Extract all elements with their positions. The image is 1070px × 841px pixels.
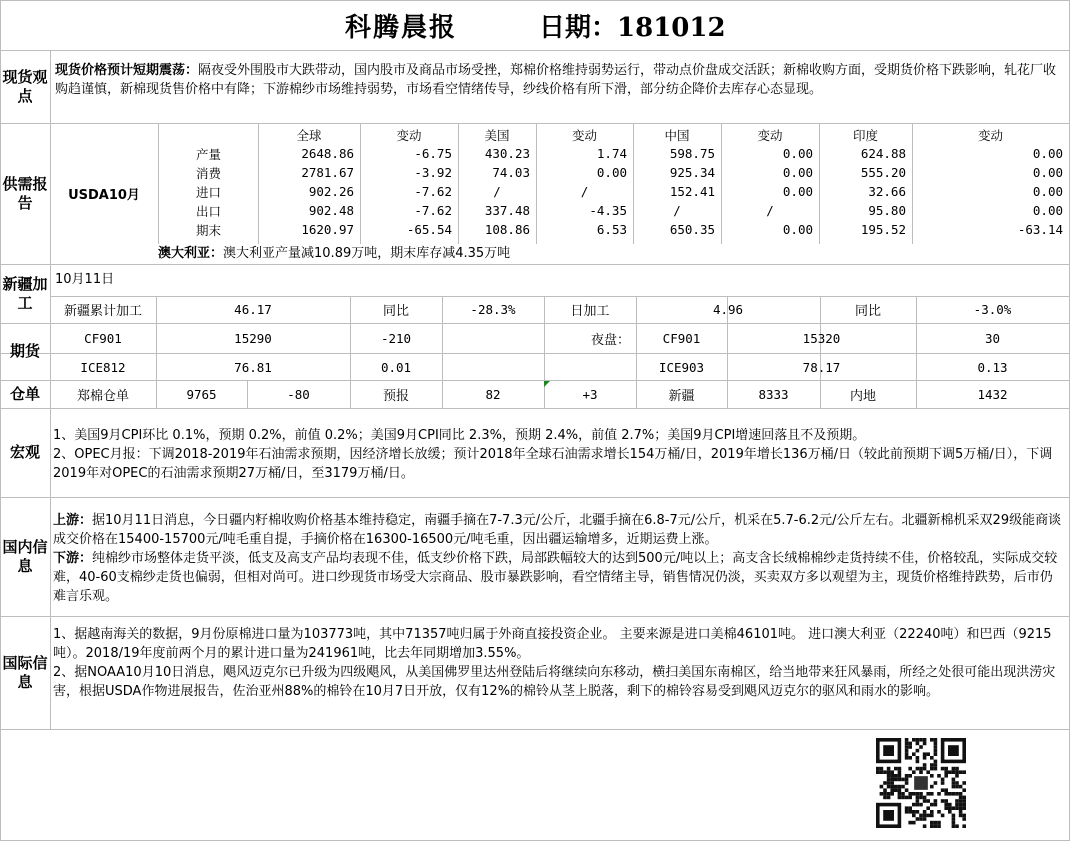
xinjiang-yoy-value: -28.3%: [470, 301, 516, 317]
upstream-body: 据10月11日消息，今日疆内籽棉收购价格基本维持稳定，南疆手摘在7-7.3元/公斤，北疆手摘在6.8-7元/公斤，机采在5.7-6.2元/公斤左右。北疆新棉机采双29级能商谈成交价格在15400-15700元/吨毛重自提，手摘价格在16300-16500元/吨毛重，因出疆运输增多，近期运费上涨。: [53, 513, 1062, 547]
usda-row: [158, 220, 1069, 239]
intl-item-1: 1、据越南海关的数据，9月份原棉进口量为103773吨，其中71357吨归属于外商直接投资企业。 主要来源是进口美棉46101吨。 进口澳大利亚（22240吨）和巴西（9215吨）。2018/19年度前两个月的累计进口量为241961吨，比去年同期增加3.55%。: [53, 627, 1052, 661]
futures-change-2: 0.01: [380, 359, 412, 375]
section-label-spot: 现货观点: [2, 67, 48, 105]
section-label-warehouse: 仓单: [9, 384, 40, 403]
usda-cell: 195.52: [860, 222, 906, 237]
usda-header-cell: 美国: [484, 127, 510, 143]
futures-price-3: 78.17: [802, 359, 841, 375]
night-code: CF901: [662, 330, 701, 346]
australia-text: 澳大利亚产量减10.89万吨，期末库存减4.35万吨: [223, 246, 511, 261]
usda-header-cell: [158, 125, 258, 144]
usda-header-cell: 中国: [664, 127, 690, 143]
usda-cell: -65.54: [406, 222, 452, 237]
usda-cell: 1.74: [596, 146, 627, 161]
futures-code-1: CF901: [84, 330, 122, 346]
usda-cell: 0.00: [782, 165, 813, 180]
warehouse-change: -80: [287, 386, 310, 402]
australia-lead: 澳大利亚：: [158, 246, 224, 261]
usda-cell: 0.00: [782, 184, 813, 199]
night-price: 15320: [802, 330, 841, 346]
xinjiang-daily-yoy-value: -3.0%: [973, 301, 1012, 317]
usda-cell: /: [580, 184, 589, 199]
usda-cell: 0.00: [1032, 184, 1063, 199]
usda-cell: 2781.67: [301, 165, 354, 180]
inland-warehouse-value: 1432: [977, 386, 1008, 402]
usda-header-cell: 印度: [852, 127, 878, 143]
domestic-text: [53, 511, 1065, 606]
usda-cell: 337.48: [484, 203, 530, 218]
futures-price-1: 15290: [234, 330, 272, 346]
usda-cell: 6.53: [596, 222, 627, 237]
usda-cell: 555.20: [860, 165, 906, 180]
usda-cell: 650.35: [669, 222, 715, 237]
usda-cell: -6.75: [414, 146, 452, 161]
futures-change-1: -210: [380, 330, 412, 346]
forecast-label: 预报: [382, 388, 409, 404]
forecast-value: 82: [485, 386, 501, 402]
report-title: 科腾晨报: [345, 12, 458, 43]
intl-text: [53, 625, 1065, 701]
macro-item-2: 2、OPEC月报：下调2018-2019年石油需求预期，因经济增长放缓；预计2018年全球石油需求增长154万桶/日，2019年增长136万桶/日（较此前预期下调5万桶/日），下调2019年对OPEC的石油需求预期27万桶/日，至3179万桶/日。: [53, 447, 1053, 481]
usda-cell: 1620.97: [301, 222, 354, 237]
intl-item-2: 2、据NOAA10月10日消息，飓风迈克尔已升级为四级飓风，从美国佛罗里达州登陆后将继续向东移动，横扫美国东南棉区，给当地带来狂风暴雨，所经之处很可能出现洪涝灾害，根据USDA作物进展报告，佐治亚州88%的棉铃在10月7日开放，仅有12%的棉铃从茎上脱落，剩下的棉铃容易受到飓风迈克尔的驱风和雨水的影响。: [53, 665, 1056, 699]
usda-cell: /: [766, 203, 774, 218]
section-label-macro: 宏观: [9, 443, 40, 461]
usda-cell: -7.62: [414, 203, 452, 218]
usda-cell: 0.00: [1032, 203, 1063, 218]
usda-cell: -4.35: [589, 203, 627, 218]
domestic-downstream: [53, 549, 1065, 606]
xinjiang-cum-value: 46.17: [234, 301, 272, 317]
usda-cell: 152.41: [669, 184, 715, 199]
usda-cell: 902.26: [308, 184, 354, 199]
xinjiang-cum-label: 新疆累计加工: [63, 303, 142, 319]
spot-view-body: 隔夜受外围股市大跌带动，国内股市及商品市场受挫，郑棉价格维持弱势运行，带动点价盘成交活跃；新棉收购方面，受期货价格下跌影响，轧花厂收购趋谨慎，新棉现货售价格中有降；下游棉纱市场维持弱势，市场看空情绪传导，纱线价格有所下滑，部分纺企降价去库存心态显现。: [55, 63, 1057, 97]
warehouse-label: 郑棉仓单: [76, 388, 129, 404]
spot-view-text: [55, 61, 1065, 99]
usda-cell: 902.48: [308, 203, 354, 218]
section-label-domestic: 国内信息: [2, 537, 48, 575]
domestic-upstream: [53, 511, 1065, 549]
usda-header-row: [158, 125, 1069, 144]
usda-row: [158, 163, 1069, 182]
usda-cell: /: [493, 184, 501, 199]
night-change: 30: [984, 330, 1001, 346]
usda-cell: 0.00: [1032, 146, 1063, 161]
usda-cell: -3.92: [414, 165, 452, 180]
section-label-supply: 供需报告: [2, 174, 48, 212]
inland-warehouse-label: 内地: [850, 388, 877, 404]
section-label-futures: 期货: [9, 342, 40, 360]
usda-cell: 624.88: [860, 146, 906, 161]
upstream-lead: 上游：: [53, 513, 93, 528]
report-date: 日期：181012: [539, 12, 726, 43]
usda-cell: 430.23: [484, 146, 530, 161]
usda-header-cell: 变动: [757, 127, 783, 143]
usda-grid: [158, 125, 1069, 239]
macro-text: [53, 426, 1065, 483]
futures-price-2: 76.81: [234, 359, 272, 375]
xinjiang-warehouse-label: 新疆: [668, 388, 695, 404]
downstream-lead: 下游：: [53, 551, 93, 566]
futures-code-2: ICE812: [80, 359, 126, 375]
usda-cell: 95.80: [868, 203, 906, 218]
usda-header-cell: 变动: [396, 127, 422, 143]
usda-label: USDA10月: [68, 188, 140, 203]
usda-cell: 0.00: [782, 146, 813, 161]
usda-cell: 598.75: [669, 146, 715, 161]
usda-cell: 2648.86: [301, 146, 354, 161]
spot-view-lead: 现货价格预计短期震荡：: [55, 63, 199, 78]
downstream-body: 纯棉纱市场整体走货平淡，低支及高支产品均表现不佳，低支纱价格下跌，局部跌幅较大的达到500元/吨以上；高支含长绒棉棉纱走货持续不佳，价格较乱，实际成交较难，40-60支棉纱走货也偏弱，但相对尚可。进口纱现货市场受大宗商品、股市暴跌影响，看空情绪主导，销售情况仍淡，买卖双方多以观望为主，现货价格维持跌势，后市仍难言乐观。: [53, 551, 1058, 604]
futures-code-3: ICE903: [658, 359, 705, 375]
qr-code: [866, 737, 976, 829]
usda-cell: -63.14: [1017, 222, 1063, 237]
night-session-label: 夜盘：: [590, 332, 630, 348]
usda-cell: /: [673, 203, 681, 218]
usda-header-cell: 变动: [571, 127, 597, 143]
usda-cell: 74.03: [492, 165, 530, 180]
xinjiang-date: 10月11日: [55, 272, 115, 287]
usda-row: [158, 144, 1069, 163]
report-header: [0, 0, 1070, 50]
usda-cell: 0.00: [1032, 165, 1063, 180]
usda-row-label: 期末: [196, 222, 222, 238]
xinjiang-daily-label: 日加工: [570, 303, 610, 319]
usda-table: [158, 123, 1069, 239]
section-label-intl: 国际信息: [2, 653, 48, 691]
xinjiang-warehouse-value: 8333: [758, 386, 789, 402]
usda-row: [158, 182, 1069, 201]
usda-cell: 0.00: [596, 165, 627, 180]
macro-item-1: 1、美国9月CPI环比 0.1%，预期 0.2%，前值 0.2%；美国9月CPI同比 2.3%，预期 2.4%，前值 2.7%；美国9月CPI增速回落且不及预期。: [53, 428, 866, 443]
xinjiang-daily-yoy-label: 同比: [854, 303, 881, 319]
usda-row-label: 消费: [196, 165, 222, 181]
usda-row-label: 进口: [196, 184, 222, 200]
usda-row-label: 出口: [196, 203, 222, 219]
usda-header-cell: 全球: [296, 127, 322, 143]
forecast-change: +3: [582, 386, 598, 402]
usda-cell: 925.34: [669, 165, 715, 180]
usda-row: [158, 201, 1069, 220]
section-label-xinjiang: 新疆加工: [2, 274, 48, 312]
usda-cell: 0.00: [782, 222, 813, 237]
xinjiang-yoy-label: 同比: [382, 303, 409, 319]
warehouse-value: 9765: [186, 386, 217, 402]
usda-cell: -7.62: [414, 184, 452, 199]
xinjiang-daily-value: 4.96: [712, 301, 744, 317]
usda-cell: 32.66: [868, 184, 906, 199]
australia-note: [158, 244, 1069, 264]
usda-header-cell: 变动: [977, 127, 1003, 143]
usda-row-label: 产量: [196, 146, 222, 162]
usda-cell: 108.86: [484, 222, 530, 237]
futures-change-3: 0.13: [977, 359, 1008, 375]
